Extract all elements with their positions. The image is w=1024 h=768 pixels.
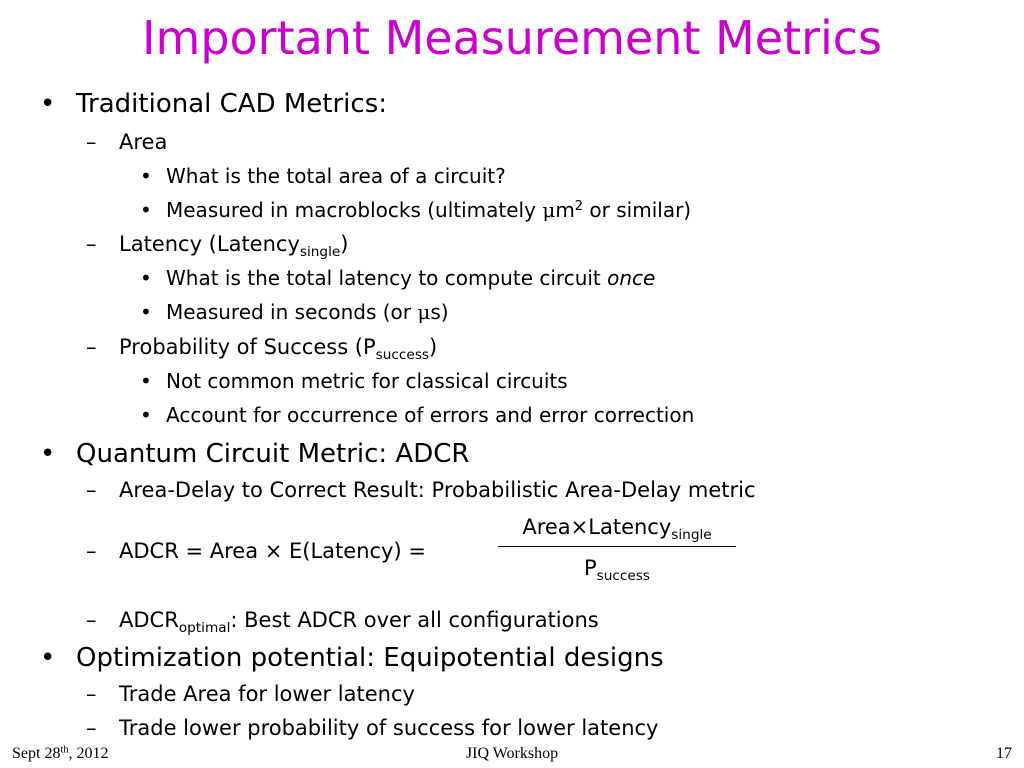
subbullet-text: Area-Delay to Correct Result: Probabilistic Area-Delay metric — [119, 478, 756, 502]
subbullet-text: Trade lower probability of success for lower latency — [119, 716, 659, 740]
mu-symbol: μ — [542, 198, 556, 222]
item-area-measured — [140, 197, 691, 223]
dash-marker: – — [86, 539, 97, 563]
dash-marker: – — [86, 232, 97, 256]
subscript: success — [375, 346, 430, 363]
bullet-marker: • — [40, 89, 56, 119]
bullet-marker: • — [40, 439, 56, 469]
bullet-text: Optimization potential: Equipotential designs — [76, 643, 664, 673]
denominator-p: P — [583, 556, 597, 580]
item-text-tail: or similar) — [583, 198, 692, 222]
item-text: Account for occurrence of errors and error correction — [166, 403, 695, 427]
dash-marker: – — [86, 130, 97, 154]
bullet-marker: • — [140, 403, 152, 427]
subscript: optimal — [178, 619, 231, 636]
item-text: What is the total latency to compute circuit — [166, 266, 608, 290]
unit-m: m — [555, 198, 575, 222]
dash-marker: – — [86, 682, 97, 706]
superscript: 2 — [574, 198, 584, 214]
superscript: th — [60, 744, 69, 756]
bullet-traditional-cad — [40, 88, 387, 120]
item-text: Not common metric for classical circuits — [166, 369, 568, 393]
item-latency-question — [140, 265, 655, 291]
bullet-marker: • — [140, 164, 152, 188]
subbullet-probability — [86, 333, 437, 361]
subbullet-text: Area — [119, 130, 168, 154]
bullet-marker: • — [140, 369, 152, 393]
bullet-marker: • — [40, 643, 56, 673]
item-text: What is the total area of a circuit? — [166, 164, 506, 188]
adcr-fraction — [498, 512, 736, 583]
subbullet-text: Latency (Latency — [119, 232, 300, 256]
subbullet-adcr-def — [86, 476, 756, 504]
footer-date — [12, 744, 109, 764]
footer-page-number: 17 — [996, 745, 1012, 762]
emphasis-once: once — [607, 266, 656, 290]
subbullet-text: Probability of Success (P — [119, 335, 376, 359]
item-prob-errors — [140, 402, 694, 428]
subscript: success — [596, 567, 651, 584]
subbullet-text-tail: : Best ADCR over all configurations — [230, 608, 599, 632]
item-text: Measured in macroblocks (ultimately — [166, 198, 543, 222]
dash-marker: – — [86, 608, 97, 632]
footer-date-tail: , 2012 — [68, 745, 109, 762]
subbullet-text: Trade Area for lower latency — [119, 682, 415, 706]
subbullet-latency — [86, 230, 348, 258]
mu-symbol: μ — [417, 300, 431, 324]
bullet-text: Traditional CAD Metrics: — [76, 89, 387, 119]
bullet-marker: • — [140, 300, 152, 324]
fraction-bar — [498, 546, 736, 547]
numerator-area: Area — [522, 515, 571, 539]
item-prob-common — [140, 368, 568, 394]
subbullet-trade-probability — [86, 714, 659, 742]
dash-marker: – — [86, 478, 97, 502]
item-text: Measured in seconds (or — [166, 300, 418, 324]
bullet-marker: • — [140, 266, 152, 290]
times-symbol: × — [570, 515, 589, 539]
bullet-text: Quantum Circuit Metric: ADCR — [76, 439, 470, 469]
subscript: single — [671, 526, 712, 543]
bullet-quantum-metric — [40, 438, 469, 470]
subbullet-text-tail: ) — [429, 335, 438, 359]
subbullet-adcr-equation — [86, 537, 426, 565]
subbullet-trade-area — [86, 680, 415, 708]
numerator-latency: Latency — [588, 515, 672, 539]
item-text-tail: s) — [430, 300, 449, 324]
item-latency-measured — [140, 299, 449, 325]
item-area-question — [140, 163, 506, 189]
subbullet-adcr-optimal — [86, 606, 599, 634]
subbullet-area — [86, 128, 167, 156]
subscript: single — [299, 243, 341, 260]
footer-date-text: Sept 28 — [12, 745, 61, 762]
subbullet-text: ADCR — [119, 608, 179, 632]
dash-marker: – — [86, 335, 97, 359]
subbullet-text-tail: ) — [340, 232, 349, 256]
fraction-numerator — [498, 512, 736, 542]
footer-event: JIQ Workshop — [465, 745, 559, 762]
fraction-denominator — [498, 553, 736, 583]
subbullet-text: ADCR = Area × E(Latency) = — [119, 539, 426, 563]
dash-marker: – — [86, 716, 97, 740]
slide-title: Important Measurement Metrics — [141, 11, 883, 65]
bullet-marker: • — [140, 198, 152, 222]
bullet-optimization — [40, 642, 664, 674]
